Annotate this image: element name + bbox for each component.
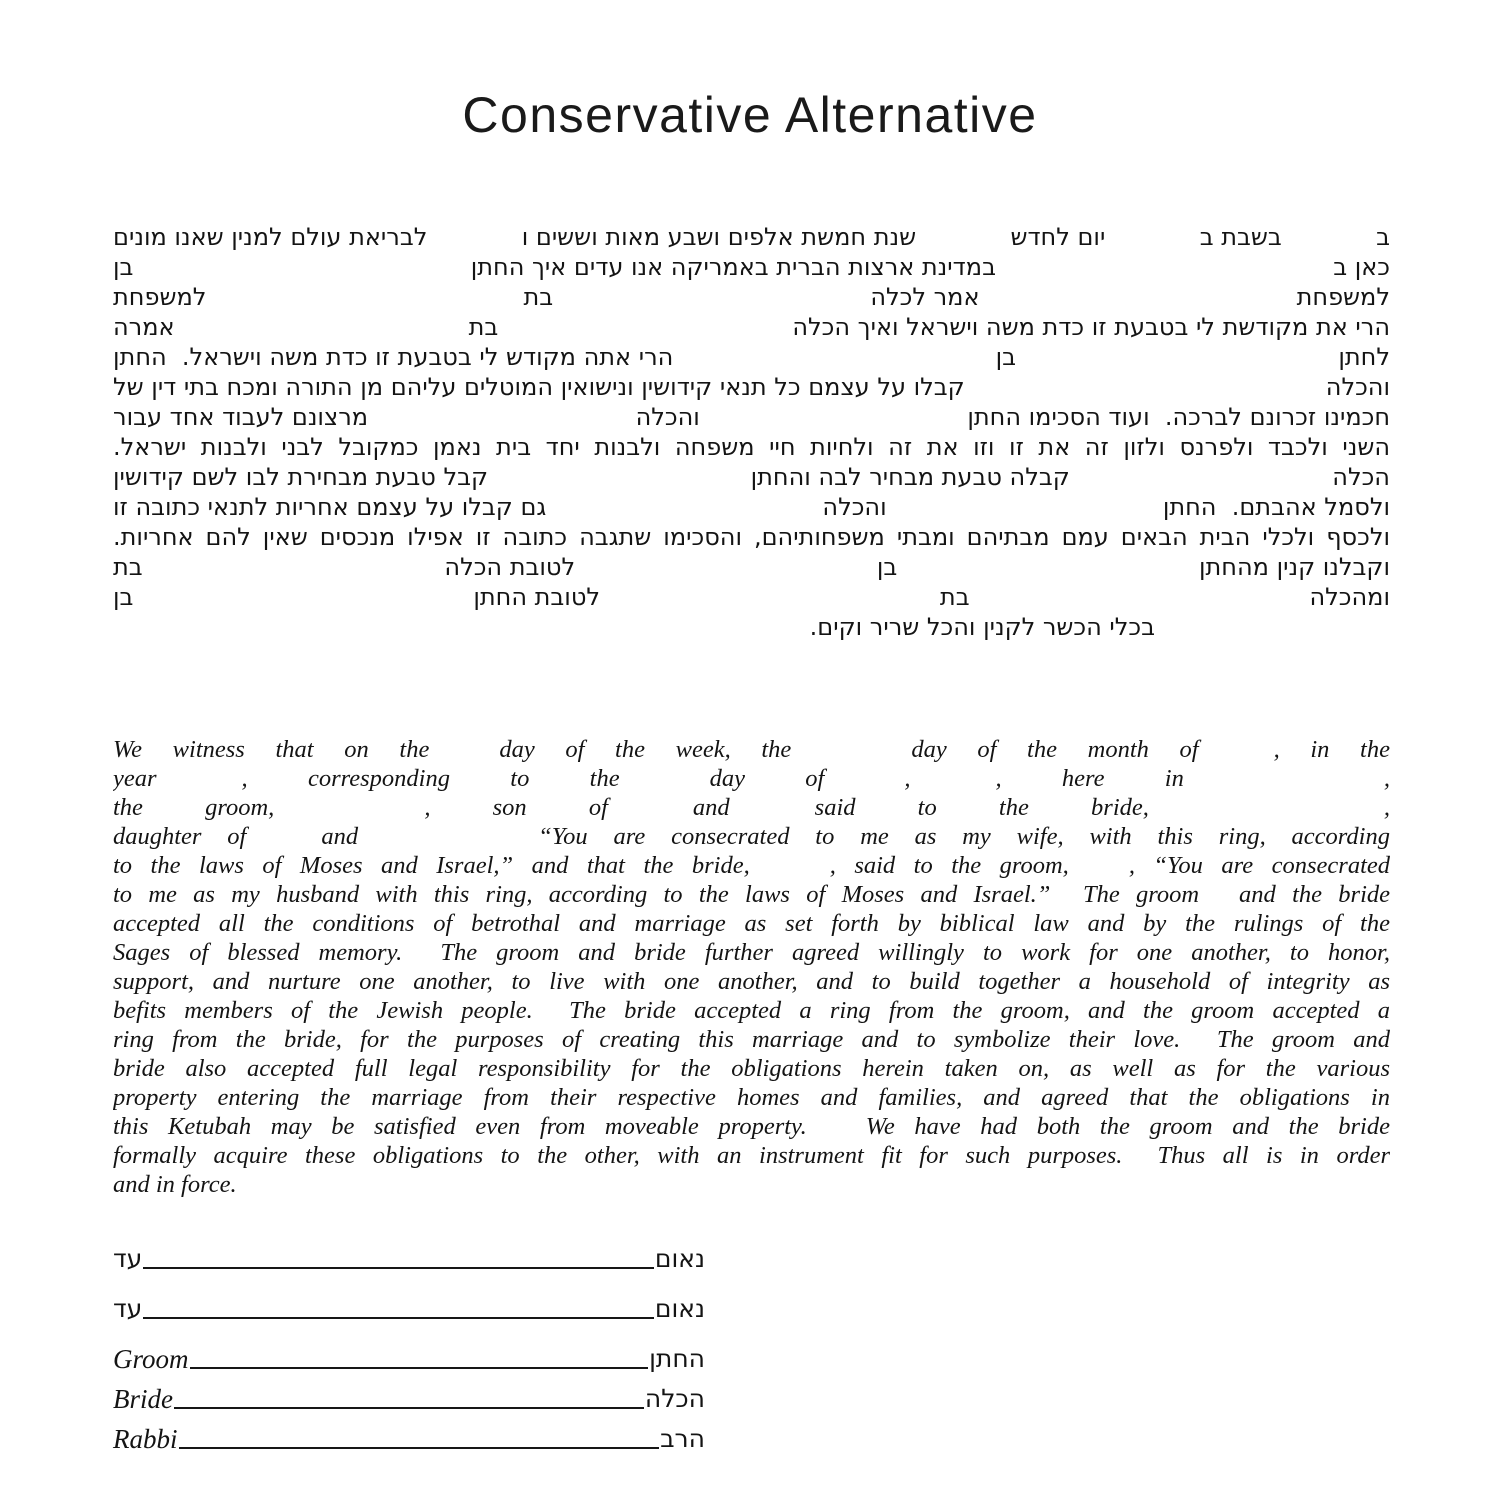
hebrew-segment: במדינת ארצות הברית באמריקה אנו עדים איך החתן [470,253,996,281]
english-segment: the groom, [113,794,275,821]
hebrew-segment: הרי אתה מקודש לי בטבעת זו כדת משה וישראל. החתן [113,343,674,371]
english-segment: , in the [1273,736,1390,763]
hebrew-segment: והכלה [822,493,887,521]
signature-block [113,1242,705,1456]
hebrew-segment: בן [113,583,134,611]
english-segment: and in force. [113,1171,237,1198]
hebrew-line [113,222,1390,252]
hebrew-line [113,582,1390,612]
english-segment: “You are consecrated to me as my wife, with this ring, according [538,823,1390,850]
hebrew-segment: בן [995,343,1017,371]
english-line [113,880,1390,909]
hebrew-segment: קבל טבעת מבחירת לבו לשם קידושין [113,463,489,491]
english-line [113,1025,1390,1054]
signature-underline [190,1367,649,1369]
english-segment: and [692,794,730,821]
hebrew-segment: מרצונם לעבוד אחד עבור [113,403,369,431]
english-line [113,996,1390,1025]
signature-label-left: עד [113,1244,143,1273]
english-segment: , [1383,794,1390,821]
hebrew-segment: הרי את מקודשת לי בטבעת זו כדת משה וישראל ואיך הכלה [792,313,1390,341]
english-segment: Sages of blessed memory. The groom and bride further agreed willingly to work for one another, to honor, [113,939,1390,966]
hebrew-line [113,432,1390,462]
hebrew-segment: בת [468,313,499,341]
english-segment: and the bride [1239,881,1390,908]
hebrew-line [113,402,1390,432]
hebrew-segment: קבלו על עצמם כל תנאי קידושין ונישואין המוטלים עליהם מן התורה ומכח בתי דין של [113,373,965,401]
hebrew-segment: בת [939,583,970,611]
hebrew-line [113,372,1390,402]
english-line [113,1170,1390,1199]
english-segment: this Ketubah may be satisfied even from moveable property. We have had both the groom and the bride [113,1113,1390,1140]
page-title: Conservative Alternative [462,87,1038,143]
hebrew-segment: יום לחדש [1010,223,1106,251]
english-segment: and [321,823,359,850]
english-line [113,967,1390,996]
english-line [113,735,1390,764]
hebrew-segment: ולסמל אהבתם. החתן [1162,493,1390,521]
hebrew-segment: אמרה [113,313,175,341]
signature-row-witness-line-1 [113,1242,705,1276]
english-segment: We witness that on the [113,736,430,763]
signature-underline [143,1267,654,1269]
signature-label-left: עד [113,1294,143,1323]
english-segment: befits members of the Jewish people. The bride accepted a ring from the groom, and the groom accepted a [113,997,1390,1024]
english-segment: , said to the groom, [829,852,1069,879]
signature-row-bride-line [113,1382,705,1416]
hebrew-segment: בת [523,283,554,311]
english-segment: day of the month of [911,736,1199,763]
hebrew-line [113,282,1390,312]
hebrew-segment: כאן ב [1333,253,1390,281]
hebrew-segment: גם קבלו על עצמם אחריות לתנאי כתובה זו [113,493,547,521]
signature-label-right: נאום [654,1294,705,1323]
english-segment: , “You are consecrated [1128,852,1390,879]
signature-label-right: נאום [654,1244,705,1273]
hebrew-line [113,252,1390,282]
hebrew-segment: השני ולכבד ולפרנס ולזון זה את זו וזו את זה ולחיות חיי משפחה ולבנות יחד בית נאמן כמקובל לבני ולבנות ישראל. [113,433,1390,461]
english-segment: accepted all the conditions of betrothal and marriage as set forth by biblical law and by the rulings of the [113,910,1390,937]
english-segment: daughter of [113,823,247,850]
hebrew-segment: חכמינו זכרונם לברכה. ועוד הסכימו החתן [967,403,1390,431]
english-line [113,938,1390,967]
hebrew-segment: בן [113,253,134,281]
hebrew-segment: בשבת ב [1199,223,1282,251]
english-segment: day of [709,765,825,792]
hebrew-segment: ומהכלה [1309,583,1390,611]
english-line [113,793,1390,822]
signature-label-left: Rabbi [113,1424,178,1454]
hebrew-segment: שנת חמשת אלפים ושבע מאות וששים ו [521,223,917,251]
english-line [113,1112,1390,1141]
english-segment: bride also accepted full legal responsibility for the obligations herein taken on, as well as for the various [113,1055,1390,1082]
hebrew-segment: לבריאת עולם למנין שאנו מונים [113,223,428,251]
english-segment: said to the bride, [814,794,1149,821]
english-segment: , [1383,765,1390,792]
english-line [113,909,1390,938]
hebrew-segment: בת [113,553,143,581]
english-segment: ring from the bride, for the purposes of creating this marriage and to symbolize their love. The groom and [113,1026,1390,1053]
english-segment: year [113,765,157,792]
english-line [113,1141,1390,1170]
english-segment: , here in [995,765,1184,792]
hebrew-segment: למשפחת [113,283,207,311]
signature-label-right: הכלה [644,1384,705,1413]
hebrew-line [113,552,1390,582]
hebrew-segment: למשפחת [1296,283,1390,311]
hebrew-segment: והכלה [1325,373,1390,401]
signature-row-groom-line [113,1342,705,1376]
signature-label-right: הרב [660,1424,705,1453]
signature-label-right: החתן [649,1344,705,1373]
signature-underline [179,1447,660,1449]
signature-label-left: Bride [113,1384,173,1414]
english-line [113,764,1390,793]
english-text [113,735,1390,1199]
hebrew-line [113,492,1390,522]
english-segment: , son of [424,794,608,821]
english-segment: to the laws of Moses and Israel,” and that the bride, [113,852,750,879]
hebrew-segment: לטובת הכלה [444,553,576,581]
hebrew-line [113,612,1390,642]
english-segment: formally acquire these obligations to the other, with an instrument fit for such purposes. Thus all is in order [113,1142,1390,1169]
hebrew-text [113,222,1390,642]
signature-row-rabbi-line [113,1422,705,1456]
english-segment: property entering the marriage from their respective homes and families, and agreed that the obligations in [113,1084,1390,1111]
signature-underline [143,1317,654,1319]
english-line [113,822,1390,851]
english-segment: support, and nurture one another, to live with one another, and to build together a household of integrity as [113,968,1390,995]
hebrew-segment: ב [1376,223,1390,251]
hebrew-line [113,462,1390,492]
hebrew-line [113,312,1390,342]
english-segment: , [904,765,911,792]
english-line [113,1054,1390,1083]
hebrew-segment: ולכסף ולכלי הבית הבאים עמם מבתיהם ומבתי משפחותיהם, והסכימו שתגבה כתובה זו אפילו מנכסים שאין להם אחריות. [113,523,1390,551]
english-segment: to me as my husband with this ring, according to the laws of Moses and Israel.” The groom [113,881,1200,908]
hebrew-segment: לחתן [1338,343,1390,371]
english-segment: , corresponding to the [241,765,620,792]
hebrew-segment: אמר לכלה [870,283,980,311]
signature-underline [174,1407,644,1409]
hebrew-segment: בכלי הכשר לקנין והכל שריר וקים. [809,613,1155,641]
english-line [113,851,1390,880]
hebrew-segment: וקבלנו קנין מהחתן [1198,553,1390,581]
signature-label-left: Groom [113,1344,189,1374]
hebrew-segment: קבלה טבעת מבחיר לבה והחתן [750,463,1070,491]
english-segment: day of the week, the [499,736,792,763]
signature-row-witness-line-2 [113,1292,705,1326]
hebrew-segment: בן [876,553,898,581]
english-line [113,1083,1390,1112]
hebrew-line [113,342,1390,372]
hebrew-segment: לטובת החתן [473,583,601,611]
hebrew-line [113,522,1390,552]
hebrew-segment: והכלה [635,403,700,431]
hebrew-segment: הכלה [1332,463,1390,491]
